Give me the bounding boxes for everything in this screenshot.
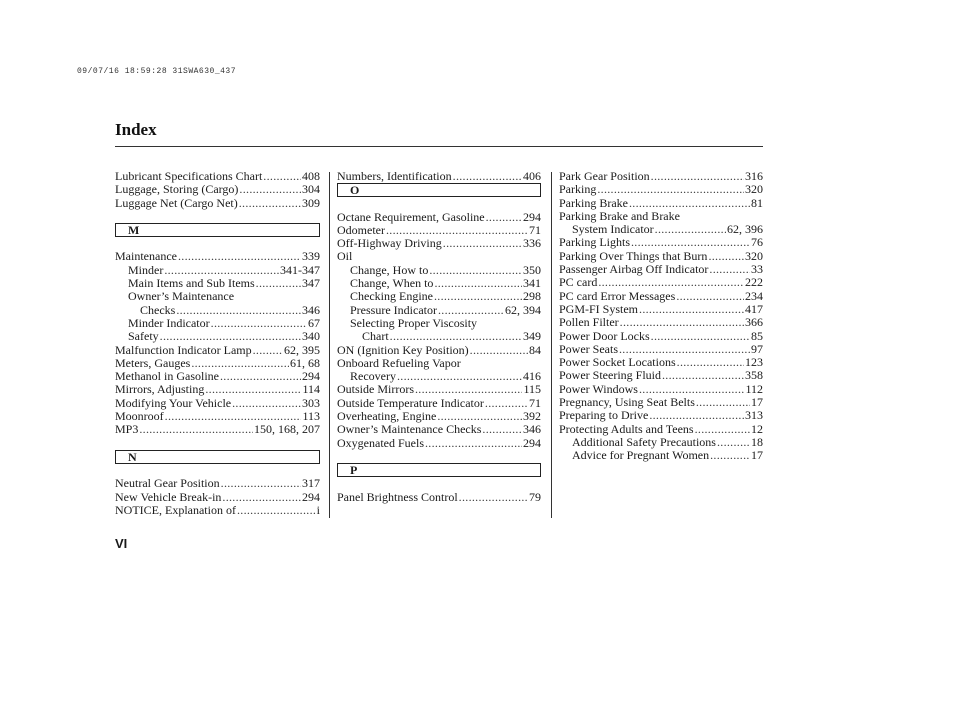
entry-page-ref: 304	[302, 183, 320, 197]
dot-leader	[221, 477, 301, 490]
entry-page-ref: 313	[745, 409, 763, 423]
page-number: VI	[115, 536, 128, 551]
dot-leader	[178, 250, 301, 263]
index-entry[interactable]	[337, 410, 541, 423]
index-entry[interactable]	[559, 383, 763, 396]
index-entry[interactable]	[559, 303, 763, 316]
entry-term: Recovery	[350, 370, 396, 384]
dot-leader	[708, 250, 744, 263]
entry-term: Meters, Gauges	[115, 356, 191, 370]
entry-term: Pollen Filter	[559, 316, 619, 330]
index-entry[interactable]	[115, 410, 320, 423]
entry-term: Malfunction Indicator Lamp	[115, 343, 252, 357]
dot-leader	[651, 330, 750, 343]
dot-leader	[256, 277, 301, 290]
entry-term: ON (Ignition Key Position)	[337, 343, 469, 357]
entry-term: PGM-FI System	[559, 302, 639, 316]
index-entry[interactable]	[559, 449, 763, 462]
entry-page-ref: 320	[745, 249, 763, 263]
index-entry[interactable]	[115, 250, 320, 263]
dot-leader	[176, 304, 301, 317]
entry-page-ref: 392	[523, 410, 541, 424]
index-entry[interactable]	[559, 290, 763, 303]
index-entry[interactable]	[559, 170, 763, 183]
entry-term: Luggage Net (Cargo Net)	[115, 196, 238, 210]
page-title: Index	[115, 120, 157, 139]
index-entry[interactable]	[337, 330, 541, 343]
entry-term: Parking Over Things that Burn	[559, 249, 708, 263]
entry-term: Change, How to	[350, 263, 429, 277]
index-entry[interactable]	[559, 423, 763, 436]
dot-leader	[164, 264, 279, 277]
index-entry[interactable]	[337, 290, 541, 303]
entry-term: Main Items and Sub Items	[128, 277, 255, 291]
column-divider	[551, 172, 552, 518]
entry-page-ref: 115	[523, 383, 541, 397]
entry-page-ref: 123	[745, 356, 763, 370]
entry-page-ref: 417	[745, 302, 763, 316]
spacer	[115, 437, 320, 450]
entry-page-ref: 358	[745, 369, 763, 383]
entry-page-ref: 62, 394	[505, 303, 541, 317]
dot-leader	[160, 330, 301, 343]
spacer	[337, 477, 541, 490]
index-entry[interactable]	[115, 170, 320, 183]
entry-page-ref: 346	[302, 303, 320, 317]
index-entry[interactable]	[559, 263, 763, 276]
entry-term: Owner’s Maintenance Checks	[337, 423, 482, 437]
dot-leader	[662, 369, 744, 382]
dot-leader	[639, 383, 744, 396]
entry-page-ref: 339	[302, 250, 320, 264]
entry-term: Chart	[362, 330, 389, 344]
dot-leader	[649, 409, 744, 422]
entry-term: Pressure Indicator	[350, 303, 437, 317]
entry-page-ref: 366	[745, 316, 763, 330]
entry-term: Preparing to Drive	[559, 409, 649, 423]
section-letter-header: N	[115, 450, 320, 464]
index-entry[interactable]	[337, 344, 541, 357]
index-entry[interactable]	[115, 330, 320, 343]
index-entry[interactable]	[559, 316, 763, 329]
index-entry[interactable]	[337, 370, 541, 383]
entry-term: Protecting Adults and Teens	[559, 422, 694, 436]
index-entry[interactable]	[115, 264, 320, 277]
index-entry[interactable]	[559, 183, 763, 196]
dot-leader	[429, 264, 522, 277]
print-stamp: 09/07/16 18:59:28 31SWA630_437	[77, 67, 237, 76]
index-entry[interactable]	[337, 224, 541, 237]
dot-leader	[629, 197, 750, 210]
entry-page-ref: 17	[751, 449, 763, 463]
index-entry[interactable]	[115, 477, 320, 490]
entry-term: Change, When to	[350, 277, 434, 291]
index-entry[interactable]	[115, 397, 320, 410]
dot-leader	[434, 290, 522, 303]
entry-term: Oil	[337, 250, 353, 264]
dot-leader	[434, 277, 522, 290]
index-entry[interactable]	[115, 383, 320, 396]
entry-term: Numbers, Identification	[337, 170, 452, 183]
index-entry[interactable]	[337, 437, 541, 450]
entry-term: Advice for Pregnant Women	[572, 449, 710, 463]
entry-page-ref: 340	[302, 330, 320, 344]
entry-page-ref: 17	[751, 396, 763, 410]
dot-leader	[459, 491, 528, 504]
entry-page-ref: 79	[529, 490, 541, 504]
index-entry[interactable]	[559, 356, 763, 369]
dot-leader	[485, 397, 528, 410]
index-entry[interactable]	[337, 383, 541, 396]
dot-leader	[482, 423, 522, 436]
dot-leader	[220, 370, 301, 383]
entry-term: System Indicator	[572, 223, 654, 237]
entry-term: Power Door Locks	[559, 329, 650, 343]
entry-term: Modifying Your Vehicle	[115, 396, 232, 410]
section-letter-header: P	[337, 463, 541, 477]
entry-page-ref: 406	[523, 170, 541, 183]
entry-term: Parking	[559, 183, 597, 197]
entry-page-ref: 33	[751, 263, 763, 277]
dot-leader	[597, 183, 744, 196]
entry-page-ref: 408	[302, 170, 320, 183]
index-entry[interactable]	[559, 197, 763, 210]
index-entry[interactable]	[115, 370, 320, 383]
index-entry[interactable]	[559, 436, 763, 449]
index-entry[interactable]	[337, 170, 541, 183]
entry-page-ref: 12	[751, 422, 763, 436]
index-entry[interactable]	[559, 330, 763, 343]
entry-term: Parking Brake and Brake	[559, 209, 680, 223]
entry-term: Parking Lights	[559, 236, 630, 250]
spacer	[115, 237, 320, 250]
dot-leader	[191, 357, 289, 370]
entry-term: Additional Safety Precautions	[572, 435, 716, 449]
dot-leader	[386, 224, 528, 237]
entry-page-ref: 320	[745, 183, 763, 197]
dot-leader	[205, 383, 301, 396]
dot-leader	[598, 276, 744, 289]
entry-term: Off-Highway Driving	[337, 237, 442, 251]
index-entry[interactable]	[337, 304, 541, 317]
index-column-3	[559, 170, 763, 463]
index-entry[interactable]	[559, 369, 763, 382]
dot-leader	[639, 303, 744, 316]
index-entry[interactable]	[337, 264, 541, 277]
entry-page-ref: 336	[523, 237, 541, 251]
index-entry[interactable]	[115, 423, 320, 436]
entry-term: Power Socket Locations	[559, 356, 676, 370]
dot-leader	[397, 370, 522, 383]
entry-term: Minder Indicator	[128, 316, 210, 330]
dot-leader	[390, 330, 522, 343]
index-entry[interactable]	[559, 236, 763, 249]
entry-term: Safety	[128, 330, 159, 344]
entry-page-ref: 222	[745, 276, 763, 290]
title-rule	[115, 146, 763, 147]
dot-leader	[710, 449, 750, 462]
index-entry[interactable]	[559, 409, 763, 422]
index-entry[interactable]	[115, 197, 320, 210]
entry-page-ref: 81	[751, 196, 763, 210]
dot-leader	[695, 423, 750, 436]
entry-page-ref: 309	[302, 196, 320, 210]
entry-page-ref: 317	[302, 477, 320, 491]
spacer	[115, 464, 320, 477]
index-column-1	[115, 170, 320, 517]
entry-page-ref: 113	[302, 410, 320, 424]
entry-term: PC card Error Messages	[559, 289, 676, 303]
entry-term: Outside Mirrors	[337, 383, 414, 397]
entry-term: Odometer	[337, 223, 385, 237]
dot-leader	[437, 410, 522, 423]
entry-term: Outside Temperature Indicator	[337, 396, 484, 410]
entry-page-ref: 76	[751, 236, 763, 250]
entry-page-ref: 346	[523, 423, 541, 437]
index-entry[interactable]	[559, 343, 763, 356]
index-entry[interactable]	[115, 357, 320, 370]
index-entry[interactable]	[559, 223, 763, 236]
entry-term: Pregnancy, Using Seat Belts	[559, 396, 695, 410]
spacer	[337, 450, 541, 463]
entry-page-ref: 349	[523, 330, 541, 344]
entry-term: PC card	[559, 276, 598, 290]
dot-leader	[696, 396, 750, 409]
index-entry[interactable]	[115, 290, 320, 303]
entry-page-ref: 294	[302, 370, 320, 384]
entry-term: Neutral Gear Position	[115, 477, 220, 491]
entry-page-ref: 294	[523, 436, 541, 450]
entry-page-ref: 150, 168, 207	[254, 423, 320, 437]
dot-leader	[239, 197, 301, 210]
entry-term: Lubricant Specifications Chart	[115, 170, 263, 183]
entry-term: Mirrors, Adjusting	[115, 383, 205, 397]
index-entry[interactable]	[115, 344, 320, 357]
entry-page-ref: 347	[302, 277, 320, 291]
entry-term: Checking Engine	[350, 290, 433, 304]
dot-leader	[619, 343, 750, 356]
index-entry[interactable]	[337, 317, 541, 330]
index-entry[interactable]	[115, 304, 320, 317]
dot-leader	[165, 410, 302, 423]
entry-term: Owner’s Maintenance	[128, 290, 235, 304]
entry-term: Maintenance	[115, 250, 177, 264]
entry-page-ref: 114	[302, 383, 320, 397]
entry-page-ref: 71	[529, 223, 541, 237]
index-entry[interactable]	[337, 211, 541, 224]
index-entry[interactable]	[115, 317, 320, 330]
entry-page-ref: 341	[523, 277, 541, 291]
index-entry[interactable]	[337, 397, 541, 410]
dot-leader	[443, 237, 522, 250]
dot-leader	[655, 223, 726, 236]
dot-leader	[651, 170, 744, 183]
dot-leader	[415, 383, 522, 396]
entry-page-ref: 303	[302, 396, 320, 410]
entry-page-ref: 62, 396	[727, 223, 763, 237]
entry-page-ref: 316	[745, 170, 763, 183]
entry-page-ref: 71	[529, 396, 541, 410]
dot-leader	[425, 437, 522, 450]
dot-leader	[232, 397, 301, 410]
entry-term: Luggage, Storing (Cargo)	[115, 183, 239, 197]
index-entry[interactable]	[337, 250, 541, 263]
entry-term: Power Windows	[559, 382, 638, 396]
spacer	[337, 197, 541, 210]
dot-leader	[470, 344, 528, 357]
entry-page-ref: 341-347	[280, 263, 320, 277]
entry-term: Panel Brightness Control	[337, 490, 458, 504]
entry-page-ref: 416	[523, 370, 541, 384]
section-letter-header: O	[337, 183, 541, 197]
index-column-2	[337, 170, 541, 504]
entry-page-ref: 62, 395	[284, 343, 320, 357]
entry-term: Oxygenated Fuels	[337, 436, 424, 450]
index-entry[interactable]	[337, 277, 541, 290]
entry-term: Passenger Airbag Off Indicator	[559, 263, 709, 277]
entry-page-ref: 97	[751, 342, 763, 356]
entry-page-ref: 112	[745, 382, 763, 396]
entry-page-ref: i	[316, 503, 320, 517]
entry-term: Power Seats	[559, 342, 618, 356]
entry-term: NOTICE, Explanation of	[115, 503, 236, 517]
entry-term: Overheating, Engine	[337, 410, 437, 424]
entry-term: Moonroof	[115, 410, 164, 424]
entry-term: Octane Requirement, Gasoline	[337, 210, 485, 224]
entry-page-ref: 85	[751, 329, 763, 343]
entry-page-ref: 298	[523, 290, 541, 304]
entry-term: Methanol in Gasoline	[115, 370, 219, 384]
entry-page-ref: 84	[529, 343, 541, 357]
dot-leader	[222, 491, 301, 504]
index-entry[interactable]	[337, 423, 541, 436]
dot-leader	[676, 290, 744, 303]
entry-term: Parking Brake	[559, 196, 628, 210]
entry-term: Selecting Proper Viscosity	[350, 316, 478, 330]
dot-leader	[620, 316, 744, 329]
index-entry[interactable]	[115, 277, 320, 290]
entry-page-ref: 61, 68	[290, 356, 320, 370]
entry-page-ref: 294	[523, 210, 541, 224]
index-entry[interactable]	[337, 491, 541, 504]
entry-page-ref: 18	[751, 435, 763, 449]
entry-term: Onboard Refueling Vapor	[337, 356, 461, 370]
index-entry[interactable]	[559, 250, 763, 263]
entry-term: Park Gear Position	[559, 170, 650, 183]
index-entry[interactable]	[337, 237, 541, 250]
entry-page-ref: 67	[308, 316, 320, 330]
dot-leader	[631, 236, 750, 249]
dot-leader	[486, 211, 522, 224]
section-letter-header: M	[115, 223, 320, 237]
dot-leader	[677, 356, 744, 369]
entry-page-ref: 350	[523, 263, 541, 277]
entry-term: Power Steering Fluid	[559, 369, 661, 383]
index-entry[interactable]	[559, 396, 763, 409]
dot-leader	[263, 170, 301, 183]
dot-leader	[211, 317, 307, 330]
dot-leader	[453, 170, 522, 183]
dot-leader	[709, 263, 750, 276]
dot-leader	[438, 304, 504, 317]
index-entry[interactable]	[115, 504, 320, 517]
index-entry[interactable]	[559, 210, 763, 223]
index-entry[interactable]	[337, 357, 541, 370]
dot-leader	[253, 344, 283, 357]
dot-leader	[237, 504, 316, 517]
entry-term: Checks	[140, 303, 176, 317]
index-entry[interactable]	[115, 491, 320, 504]
dot-leader	[717, 436, 750, 449]
entry-term: Minder	[128, 263, 164, 277]
spacer	[115, 210, 320, 223]
dot-leader	[139, 423, 253, 436]
index-entry[interactable]	[559, 276, 763, 289]
column-divider	[329, 172, 330, 518]
entry-page-ref: 234	[745, 289, 763, 303]
entry-term: MP3	[115, 423, 139, 437]
dot-leader	[239, 183, 301, 196]
entry-page-ref: 294	[302, 490, 320, 504]
entry-term: New Vehicle Break-in	[115, 490, 222, 504]
index-entry[interactable]	[115, 183, 320, 196]
